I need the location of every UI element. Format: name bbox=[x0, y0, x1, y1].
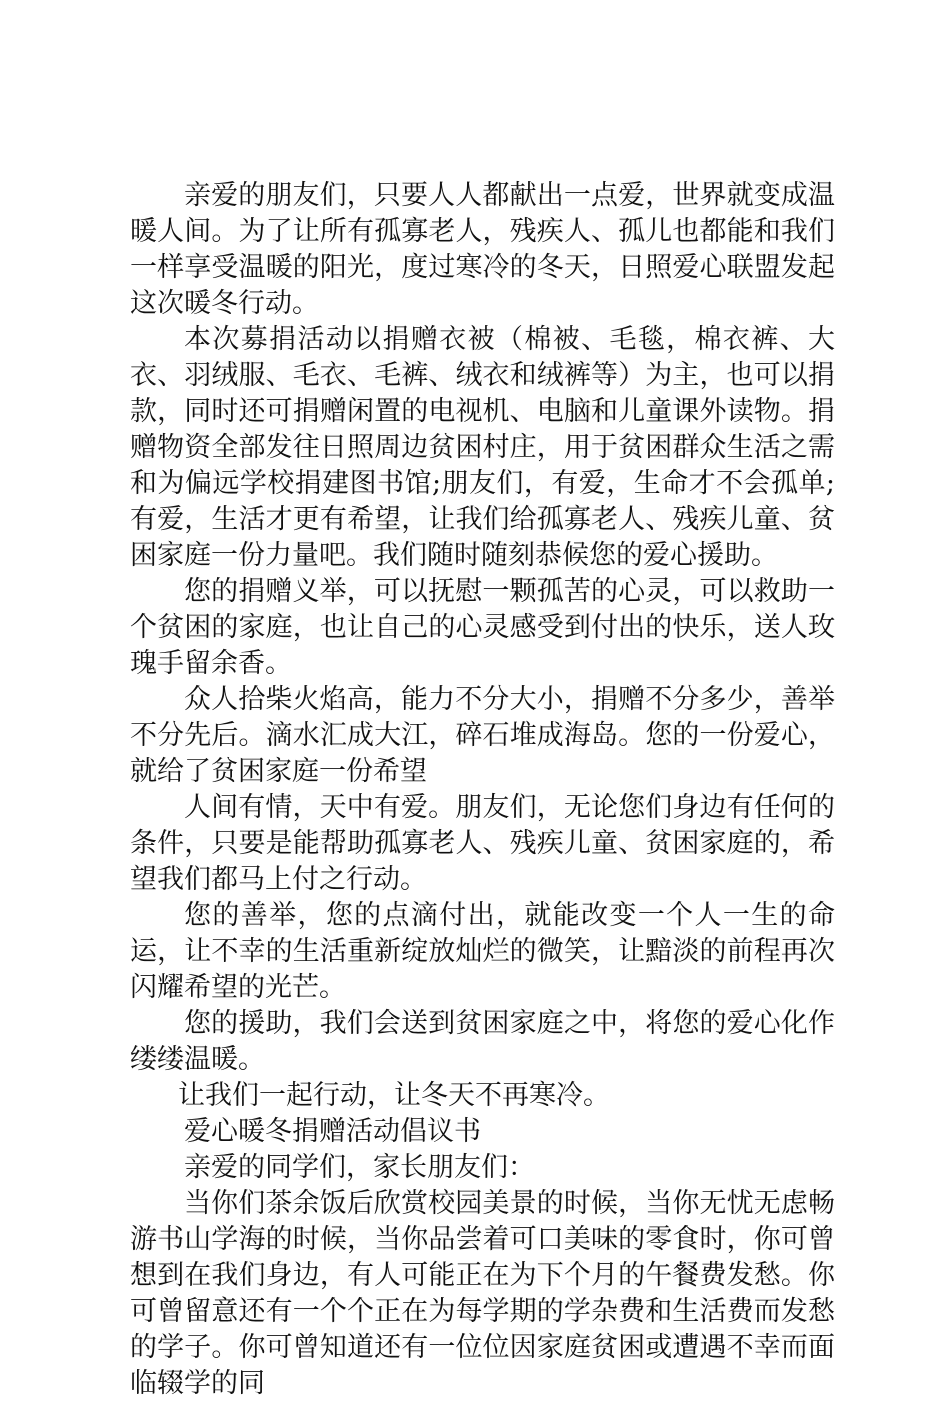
section-title: 爱心暖冬捐赠活动倡议书 bbox=[184, 1116, 481, 1147]
closing-line: 让我们一起行动，让冬天不再寒冷。 bbox=[178, 1080, 610, 1111]
greeting-line: 亲爱的同学们，家长朋友们： bbox=[184, 1152, 535, 1183]
paragraph-aid-delivery: 您的援助，我们会送到贫困家庭之中，将您的爱心化作缕缕温暖。 bbox=[130, 1008, 835, 1075]
paragraph-kindness-impact: 您的善举，您的点滴付出，就能改变一个人一生的命运，让不幸的生活重新绽放灿烂的微笑，让黯淡的前程再次闪耀希望的光芒。 bbox=[130, 900, 835, 1003]
paragraph-opening: 亲爱的朋友们，只要人人都献出一点爱，世界就变成温暖人间。为了让所有孤寡老人，残疾人、孤儿也都能和我们一样享受温暖的阳光，度过寒冷的冬天，日照爱心联盟发起这次暖冬行动。 bbox=[130, 180, 835, 319]
paragraph-call-to-friends: 人间有情，天中有爱。朋友们，无论您们身边有任何的条件，只要是能帮助孤寡老人、残疾儿童、贫困家庭的，希望我们都马上付之行动。 bbox=[130, 792, 835, 895]
paragraph-student-appeal: 当你们茶余饭后欣赏校园美景的时候，当你无忧无虑畅游书山学海的时候，当你品尝着可口美味的零食时，你可曾想到在我们身边，有人可能正在为下个月的午餐费发愁。你可曾留意还有一个个正在为每学期的学杂费和生活费而发愁的学子。你可曾知道还有一位位因家庭贫困或遭遇不幸而面临辍学的同 bbox=[130, 1188, 835, 1399]
paragraph-collective-effort: 众人拾柴火焰高，能力不分大小，捐赠不分多少，善举不分先后。滴水汇成大江，碎石堆成海岛。您的一份爱心，就给了贫困家庭一份希望 bbox=[130, 684, 835, 787]
paragraph-donation-meaning: 您的捐赠义举，可以抚慰一颗孤苦的心灵，可以救助一个贫困的家庭，也让自己的心灵感受到付出的快乐，送人玫瑰手留余香。 bbox=[130, 576, 835, 679]
paragraph-donation-details: 本次募捐活动以捐赠衣被（棉被、毛毯，棉衣裤、大衣、羽绒服、毛衣、毛裤、绒衣和绒裤等）为主，也可以捐款，同时还可捐赠闲置的电视机、电脑和儿童课外读物。捐赠物资全部发往日照周边贫困村庄，用于贫困群众生活之需和为偏远学校捐建图书馆;朋友们，有爱，生命才不会孤单;有爱，生活才更有希望，让我们给孤寡老人、残疾儿童、贫困家庭一份力量吧。我们随时随刻恭候您的爱心援助。 bbox=[130, 324, 835, 571]
document-body bbox=[130, 178, 835, 1402]
